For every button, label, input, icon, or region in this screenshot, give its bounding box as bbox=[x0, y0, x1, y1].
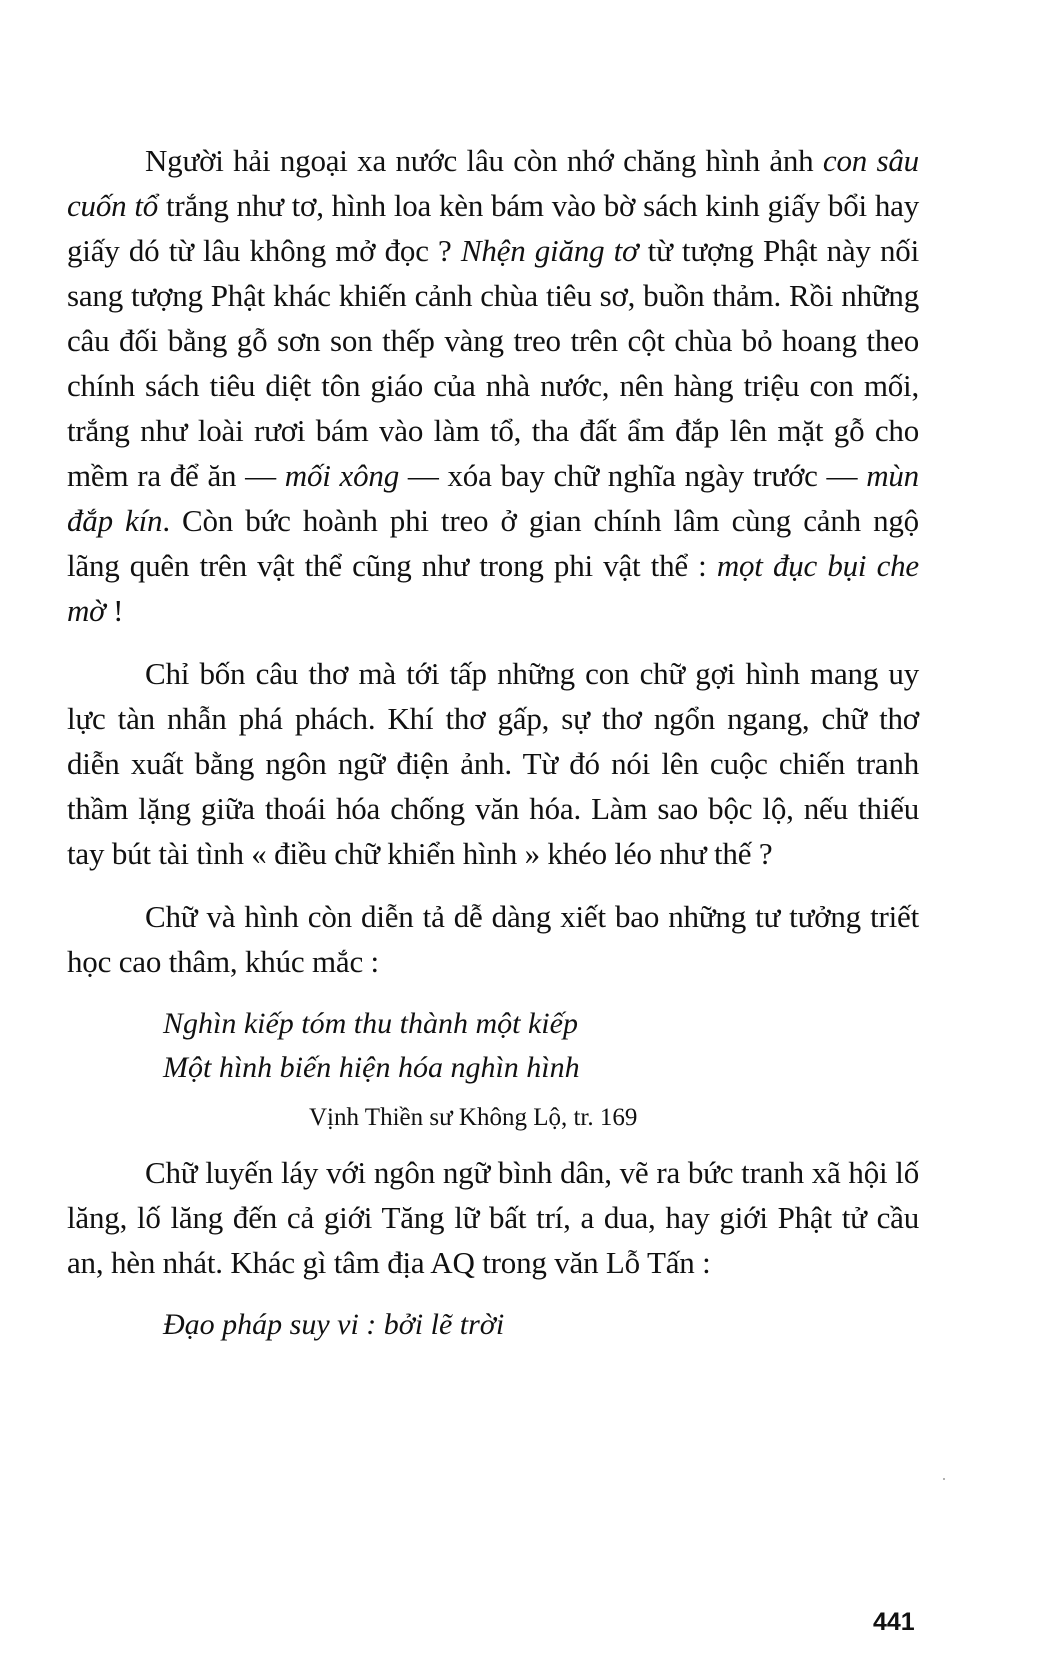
text-run: từ tượng Phật này nối sang tượng Phật khác khiến cảnh chùa tiêu sơ, buồn thảm. Rồi những câu đối bằng gỗ sơn son thếp vàng treo trên cột chùa bỏ hoang theo chính sách tiêu diệt tôn giáo của nhà nước, nên hàng triệu con mối, trắng như loài rươi bám vào làm tổ, tha đất ẩm đắp lên mặt gỗ cho mềm ra để ăn — bbox=[67, 233, 919, 493]
text-run: Người hải ngoại xa nước lâu còn nhớ chăng hình ảnh bbox=[145, 143, 823, 178]
text-run: Chữ luyến láy với ngôn ngữ bình dân, vẽ ra bức tranh xã hội lố lăng, lố lăng đến cả giới Tăng lữ bất trí, a dua, hay giới Phật tử cầu an, hèn nhát. Khác gì tâm địa AQ trong văn Lỗ Tấn : bbox=[67, 1155, 919, 1280]
poem-quote-2 bbox=[163, 1303, 919, 1347]
poem-line: Đạo pháp suy vi : bởi lẽ trời bbox=[163, 1308, 505, 1341]
italic-phrase: mùn đắp kín bbox=[67, 458, 919, 538]
paragraph-3 bbox=[67, 894, 919, 984]
paragraph-1 bbox=[67, 138, 919, 633]
text-run: trắng như tơ, hình loa kèn bám vào bờ sách kinh giấy bổi hay giấy dó từ lâu không mở đọc ? bbox=[67, 188, 919, 268]
poem-quote-1 bbox=[163, 1002, 919, 1090]
text-run: Chỉ bốn câu thơ mà tới tấp những con chữ gợi hình mang uy lực tàn nhẫn phá phách. Khí thơ gấp, sự thơ ngổn ngang, chữ thơ diễn xuất bằng ngôn ngữ điện ảnh. Từ đó nói lên cuộc chiến tranh thầm lặng giữa thoái hóa chống văn hóa. Làm sao bộc lộ, nếu thiếu tay bút tài tình « điều chữ khiển hình » khéo léo như thế ? bbox=[67, 656, 919, 871]
page-number: 441 bbox=[873, 1608, 915, 1636]
text-run: . Còn bức hoành phi treo ở gian chính lâm cùng cảnh ngộ lãng quên trên vật thể cũng như trong phi vật thể : bbox=[67, 503, 919, 583]
text-run: Chữ và hình còn diễn tả dễ dàng xiết bao những tư tưởng triết học cao thâm, khúc mắc : bbox=[67, 899, 919, 979]
text-run: — xóa bay chữ nghĩa ngày trước — bbox=[399, 458, 867, 493]
paragraph-4 bbox=[67, 1150, 919, 1285]
italic-phrase: con sâu cuốn tổ bbox=[67, 143, 919, 223]
italic-phrase: mối xông bbox=[284, 458, 399, 493]
italic-phrase: mọt đục bụi che mờ bbox=[67, 548, 919, 628]
poem-citation: Vịnh Thiền sư Không Lộ, tr. 169 bbox=[309, 1104, 638, 1131]
scan-speck bbox=[943, 1478, 945, 1480]
poem-line: Nghìn kiếp tóm thu thành một kiếp bbox=[163, 1007, 578, 1040]
text-run: ! bbox=[105, 593, 124, 628]
paragraph-2 bbox=[67, 651, 919, 876]
poem-line: Một hình biến hiện hóa nghìn hình bbox=[163, 1051, 580, 1084]
page-body bbox=[67, 138, 919, 1347]
italic-phrase: Nhện giăng tơ bbox=[460, 233, 639, 268]
